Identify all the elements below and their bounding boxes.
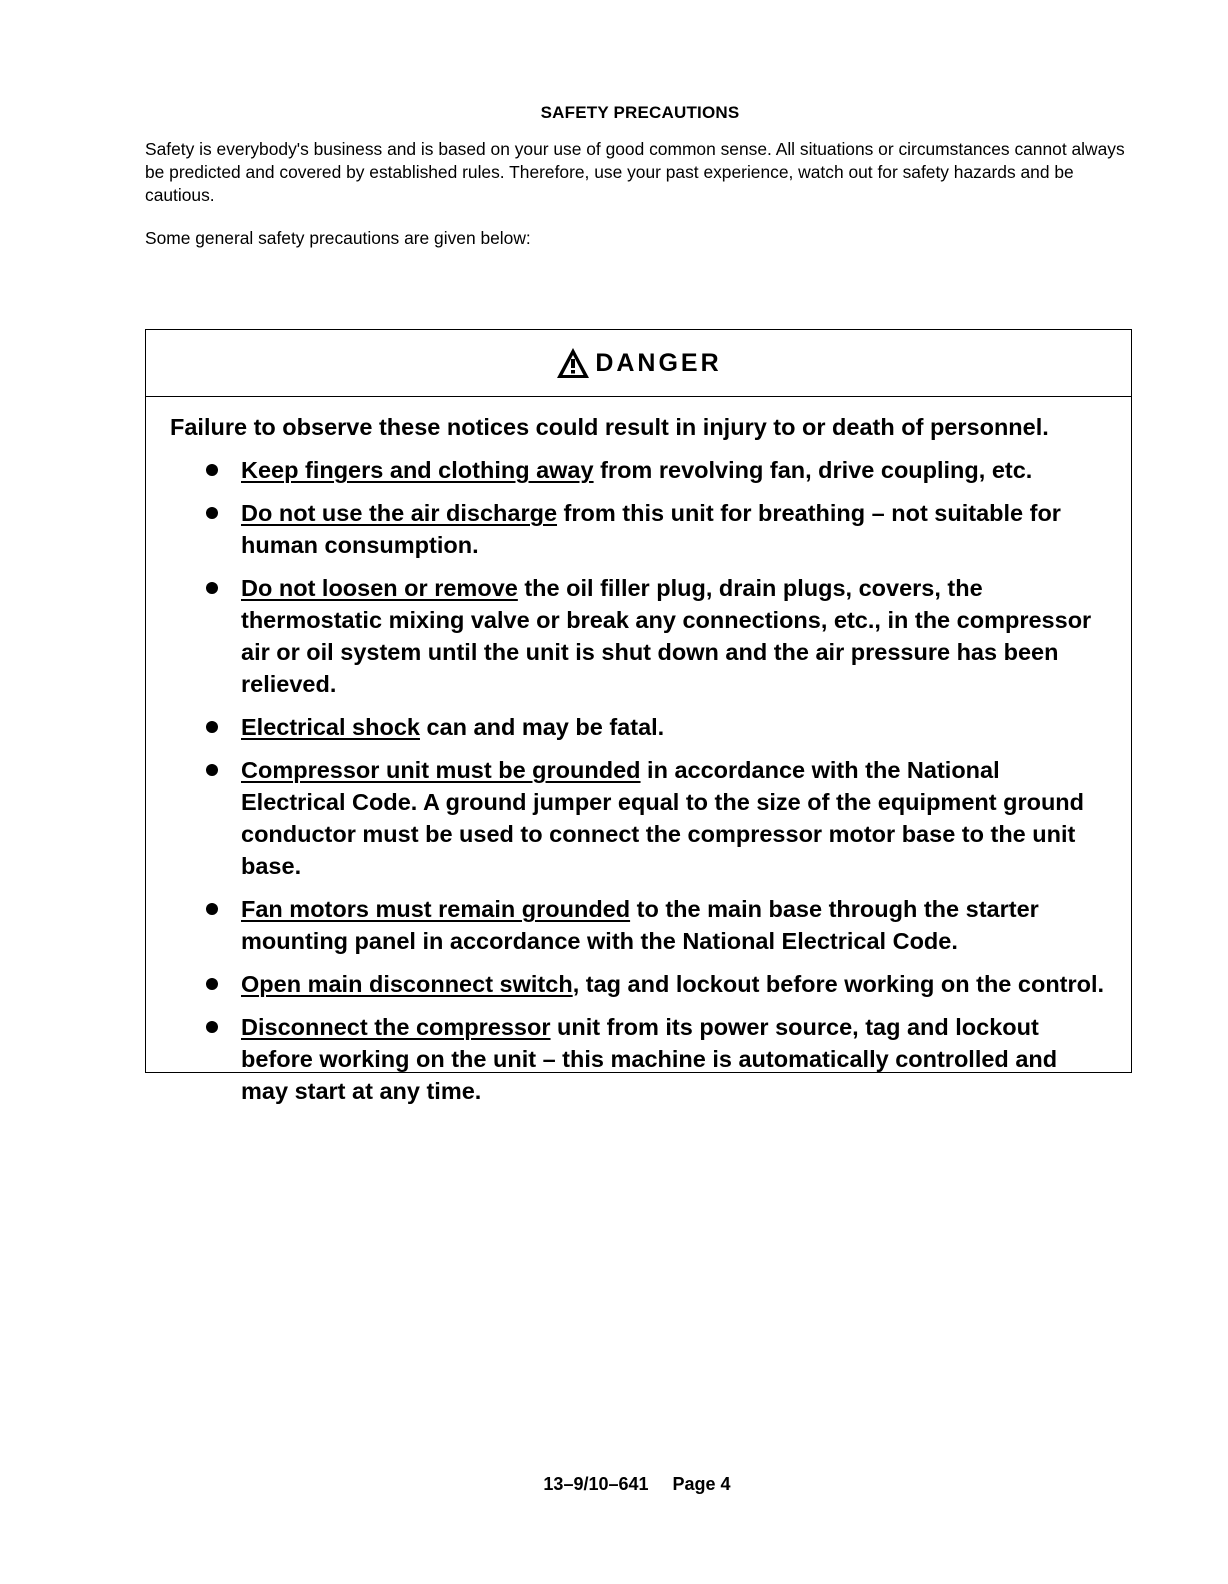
page-number: Page 4: [672, 1474, 731, 1494]
item-text: the oil filler plug, drain plugs, covers, the thermostatic mixing valve or break any connections, etc., in the compressor air or oil system until the unit is shut down and the air pressure has been relieved.: [241, 575, 1092, 697]
bullet-icon: [206, 764, 218, 776]
list-item: [241, 572, 1107, 700]
list-item: [241, 754, 1107, 882]
danger-lead: Failure to observe these notices could result in injury to or death of personnel.: [170, 414, 1049, 440]
bullet-icon: [206, 978, 218, 990]
page-title: SAFETY PRECAUTIONS: [540, 103, 740, 122]
item-emphasis: Do not use the air discharge: [241, 500, 558, 526]
item-emphasis: Do not loosen or remove: [241, 575, 518, 601]
danger-heading: DANGER: [595, 348, 722, 377]
list-item: [241, 711, 1107, 743]
list-item: [241, 968, 1107, 1000]
item-text: in accordance with the National Electrical Code. A ground jumper equal to the size of the equipment ground conductor must be used to connect the compressor motor base to the unit base.: [241, 757, 1085, 879]
document-number: 13–9/10–641: [543, 1474, 649, 1494]
danger-list: [170, 454, 1107, 1107]
item-emphasis: Keep fingers and clothing away: [241, 457, 594, 483]
item-emphasis: Electrical shock: [241, 714, 420, 740]
intro-paragraph: Safety is everybody's business and is based on your use of good common sense. All situations or circumstances cannot always be predicted and covered by established rules. Therefore, use your past experience, watch out for safety hazards and be cautious.: [145, 139, 1125, 205]
item-text: to the main base through the starter mounting panel in accordance with the National Electrical Code.: [241, 896, 1039, 954]
item-text: , tag and lockout before working on the control.: [572, 971, 1105, 997]
bullet-icon: [206, 582, 218, 594]
item-text: from this unit for breathing – not suitable for human consumption.: [241, 500, 1061, 558]
danger-notice-box: [145, 329, 1132, 1104]
danger-body: [146, 397, 1131, 1107]
bullet-icon: [206, 1021, 218, 1033]
bullet-icon: [206, 721, 218, 733]
bullet-icon: [206, 507, 218, 519]
list-item: [241, 497, 1107, 561]
item-emphasis: Compressor unit must be grounded: [241, 757, 641, 783]
bullet-icon: [206, 464, 218, 476]
item-emphasis: Open main disconnect switch: [241, 971, 573, 997]
item-emphasis: Fan motors must remain grounded: [241, 896, 631, 922]
item-emphasis: Disconnect the compressor: [241, 1014, 551, 1040]
danger-header: [146, 330, 1131, 397]
intro-paragraph-2: Some general safety precautions are given below:: [145, 228, 531, 248]
list-item: [241, 1011, 1107, 1107]
bullet-icon: [206, 903, 218, 915]
item-text: can and may be fatal.: [419, 714, 665, 740]
item-text: from revolving fan, drive coupling, etc.: [593, 457, 1033, 483]
item-text: unit from its power source, tag and lockout before working on the unit – this machine is automatically controlled and may start at any time.: [241, 1014, 1058, 1104]
page-footer: [0, 1474, 1228, 1495]
warning-triangle-icon: [555, 346, 591, 380]
list-item: [241, 893, 1107, 957]
list-item: [241, 454, 1107, 486]
